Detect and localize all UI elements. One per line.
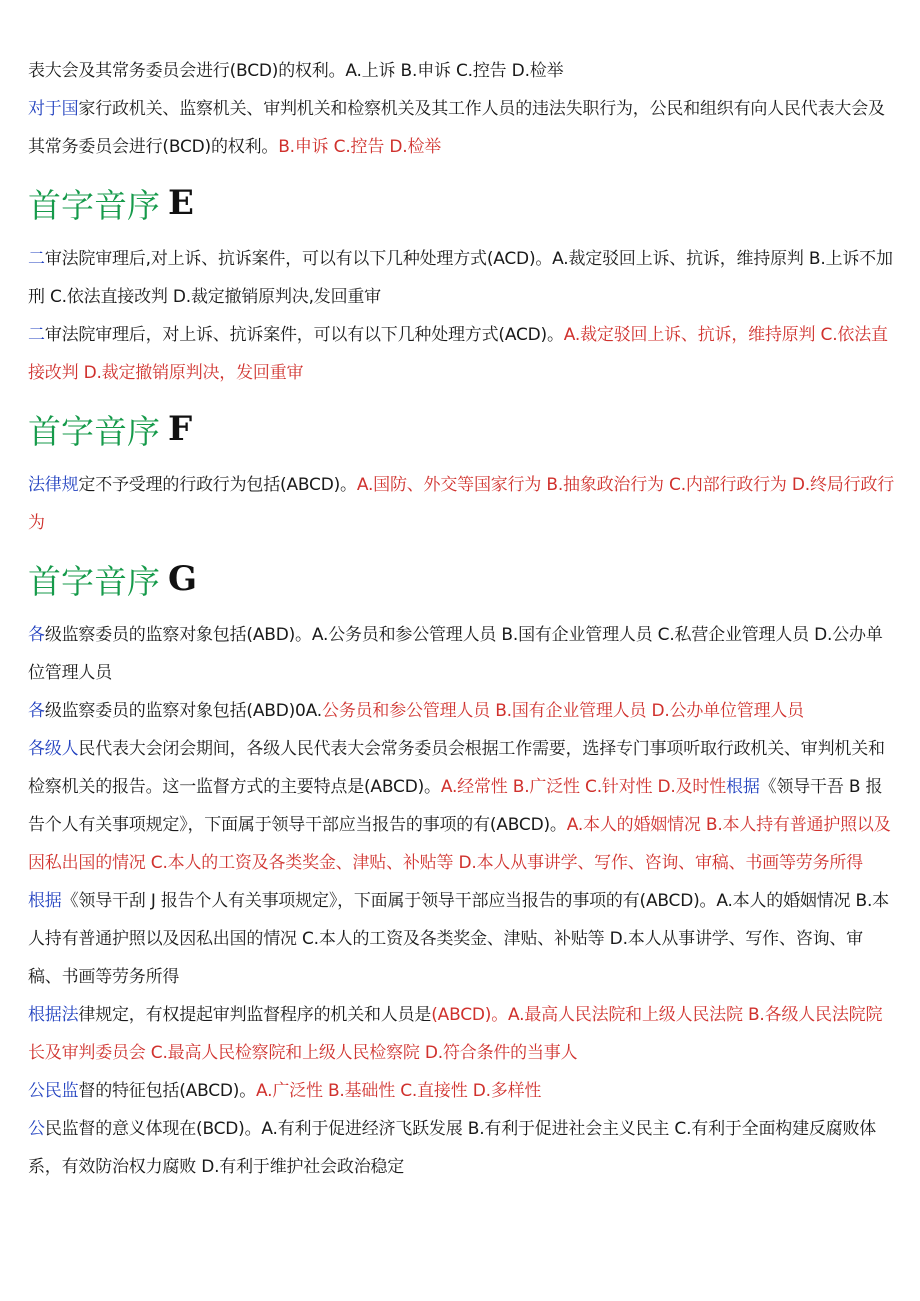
question-paragraph: [28, 1110, 894, 1186]
first-chars-highlight: 各级人: [28, 739, 79, 759]
question-paragraph: [28, 90, 894, 166]
answer-text: A.广泛性 B.基础性 C.直接性 D.多样性: [256, 1081, 542, 1101]
question-text: 级监察委员的监察对象包括(ABD)0A.: [44, 701, 323, 721]
question-text: 定不予受理的行政行为包括(ABCD)。: [78, 475, 357, 495]
first-chars-highlight: 法律规: [28, 475, 79, 495]
answer-text: (ABCD)。A.最高人民法院和上级人民法院 B.各级人民法院院长及审判委员会 C.最高人民检察院和上级人民检察院 D.符合条件的当事人: [28, 1005, 883, 1063]
question-text: 家行政机关、监察机关、审判机关和检察机关及其工作人员的违法失职行为，公民和组织有向人民代表大会及其常务委员会进行(BCD)的权利。: [28, 99, 885, 157]
question-text: 表大会及其常务委员会进行(BCD)的权利。A.上诉 B.申诉 C.控告 D.检举: [28, 61, 564, 81]
first-chars-highlight: 根据: [726, 777, 760, 797]
section-heading: [28, 542, 894, 616]
question-paragraph: [28, 466, 894, 542]
first-chars-highlight: 对于国: [28, 99, 79, 119]
question-text: 《领导干刮 J 报告个人有关事项规定》，下面属于领导干部应当报告的事项的有(ABCD)。A.本人的婚姻情况 B.本人持有普通护照以及因私出国的情况 C.本人的工资及各类奖金、津贴、补贴等 D.本人从事讲学、写作、咨询、审稿、书画等劳务所得: [28, 891, 889, 987]
section-heading-letter: F: [168, 409, 193, 449]
question-paragraph: [28, 996, 894, 1072]
question-text: 《领导干吾 B 报告个人有关事项规定》，下面属于领导干部应当报告的事项的有(ABCD)。: [28, 777, 883, 835]
first-chars-highlight: 各: [28, 625, 45, 645]
answer-text: A.本人的婚姻情况 B.本人持有普通护照以及因私出国的情况 C.本人的工资及各类奖金、津贴、补贴等 D.本人从事讲学、写作、咨询、审稿、书画等劳务所得: [28, 815, 891, 873]
question-text: 督的特征包括(ABCD)。: [78, 1081, 257, 1101]
question-paragraph: [28, 240, 894, 316]
question-text: 民代表大会闭会期间，各级人民代表大会常务委员会根据工作需要，选择专门事项听取行政机关、审判机关和检察机关的报告。这一监督方式的主要特点是(ABCD)。: [28, 739, 885, 797]
first-chars-highlight: 二: [28, 325, 45, 345]
first-chars-highlight: 根据法: [28, 1005, 79, 1025]
question-paragraph: [28, 616, 894, 692]
first-chars-highlight: 公: [28, 1119, 45, 1139]
section-heading-text: 首字音序: [28, 185, 160, 225]
question-paragraph: [28, 1072, 894, 1110]
question-text: 审法院审理后，对上诉、抗诉案件，可以有以下几种处理方式(ACD)。: [44, 325, 564, 345]
section-heading-letter: E: [168, 183, 194, 223]
question-text: 民监督的意义体现在(BCD)。A.有利于促进经济飞跃发展 B.有利于促进社会主义民主 C.有利于全面构建反腐败体系，有效防治权力腐败 D.有利于维护社会政治稳定: [28, 1119, 877, 1177]
question-text: 律规定，有权提起审判监督程序的机关和人员是: [78, 1005, 432, 1025]
answer-text: A.裁定驳回上诉、抗诉，维持原判 C.依法直接改判 D.裁定撤销原判决，发回重审: [28, 325, 888, 383]
question-paragraph: [28, 316, 894, 392]
question-text: 级监察委员的监察对象包括(ABD)。A.公务员和参公管理人员 B.国有企业管理人员 C.私营企业管理人员 D.公办单位管理人员: [28, 625, 883, 683]
section-heading: [28, 166, 894, 240]
answer-text: 公务员和参公管理人员 B.国有企业管理人员 D.公办单位管理人员: [322, 701, 804, 721]
question-paragraph: [28, 52, 894, 90]
document-page: [28, 52, 894, 1186]
answer-text: A.经常性 B.广泛性 C.针对性 D.及时性: [440, 777, 727, 797]
answer-text: B.申诉 C.控告 D.检举: [278, 137, 442, 157]
question-paragraph: [28, 692, 894, 730]
answer-text: A.国防、外交等国家行为 B.抽象政治行为 C.内部行政行为 D.终局行政行为: [28, 475, 895, 533]
question-text: 审法院审理后,对上诉、抗诉案件，可以有以下几种处理方式(ACD)。A.裁定驳回上诉、抗诉，维持原判 B.上诉不加刑 C.依法直接改判 D.裁定撤销原判决,发回重审: [28, 249, 893, 307]
section-heading-text: 首字音序: [28, 561, 160, 601]
section-heading: [28, 392, 894, 466]
section-heading-text: 首字音序: [28, 411, 160, 451]
first-chars-highlight: 各: [28, 701, 45, 721]
section-heading-letter: G: [168, 559, 198, 599]
first-chars-highlight: 二: [28, 249, 45, 269]
first-chars-highlight: 根据: [28, 891, 62, 911]
question-paragraph: [28, 882, 894, 996]
first-chars-highlight: 公民监: [28, 1081, 79, 1101]
question-paragraph: [28, 730, 894, 882]
